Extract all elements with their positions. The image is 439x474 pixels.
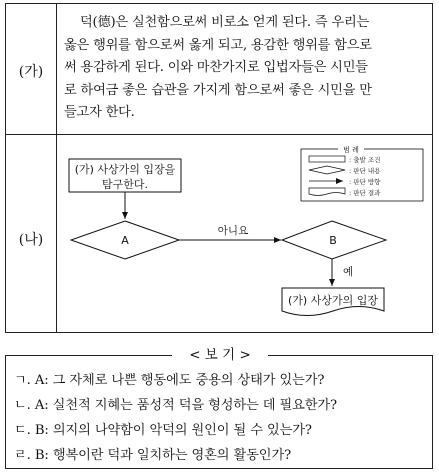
bogi-item-digeut: ㄷ. B: 의지의 나약함이 악덕의 원인이 될 수 있는가? <box>14 423 312 438</box>
legend-title: 범 례 <box>343 146 359 154</box>
result-text: (가) 사상가의 입장 <box>288 294 378 307</box>
start-text-line-1: (가) 사상가의 입장을 <box>74 163 176 176</box>
passage-line-1: 덕(德)은 실천함으로써 비로소 얻게 된다. 즉 우리는 <box>80 15 370 30</box>
decision-a-label: A <box>121 234 129 247</box>
bogi-item-giyeok: ㄱ. A: 그 자체로 나쁜 행동에도 중용의 상태가 있는가? <box>14 373 325 388</box>
passage-line-2: 옳은 행위를 함으로써 옳게 되고, 용감한 행위를 함으로 <box>64 37 372 53</box>
flowchart <box>57 137 431 333</box>
legend-start-icon <box>309 156 345 162</box>
decision-b-label: B <box>329 234 337 247</box>
bogi-list <box>14 368 430 468</box>
passage-line-5: 들고자 한다. <box>64 105 135 120</box>
start-text-line-2: 탐구한다. <box>101 178 149 191</box>
row-label-na: (나) <box>18 232 44 248</box>
passage-text <box>64 12 428 125</box>
passage-line-3: 써 용감하게 된다. 이와 마찬가지로 입법자들은 시민들 <box>64 60 368 75</box>
passage-table <box>5 3 433 333</box>
legend-judgment-label: : 판단 내용 <box>349 167 381 175</box>
bogi-title: < 보 기 > <box>172 347 268 363</box>
legend-direction-label: : 판단 방향 <box>349 178 381 186</box>
no-label: 아니요 <box>217 225 249 237</box>
legend-start-label: : 출발 조건 <box>349 156 381 164</box>
bogi-item-rieul: ㄹ. B: 행복이란 덕과 일치하는 영혼의 활동인가? <box>14 448 292 463</box>
passage-line-4: 로 하여금 좋은 습관을 가지게 함으로써 좋은 시민을 만 <box>64 82 372 98</box>
legend-result-label: : 판단 결과 <box>349 189 381 197</box>
bogi-item-nieun: ㄴ. A: 실천적 지혜는 품성적 덕을 형성하는 데 필요한가? <box>14 398 337 413</box>
legend <box>301 145 423 201</box>
yes-label: 예 <box>343 266 354 278</box>
row-divider <box>6 134 432 135</box>
row-label-ga: (가) <box>18 64 44 80</box>
